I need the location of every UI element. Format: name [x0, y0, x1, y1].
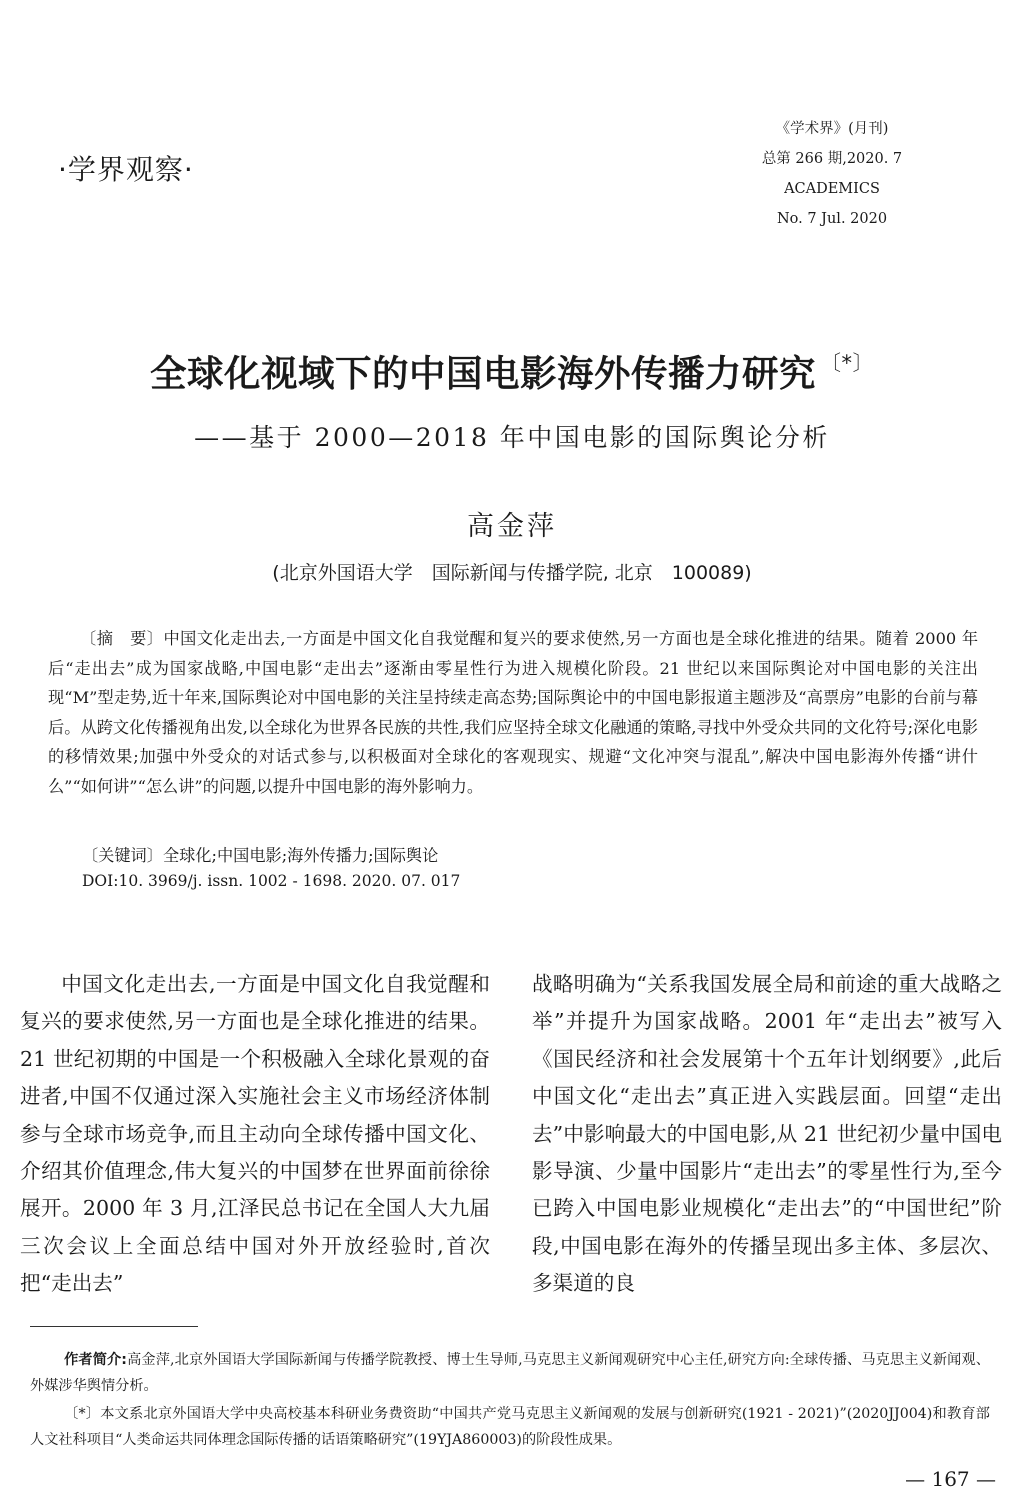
author-bio-text: 高金萍,北京外国语大学国际新闻与传播学院教授、博士生导师,马克思主义新闻观研究中心主任,研究方向:全球传播、马克思主义新闻观、外媒涉华舆情分析。 [30, 1352, 990, 1394]
body-column-left: 中国文化走出去,一方面是中国文化自我觉醒和复兴的要求使然,另一方面也是全球化推进的结果。21 世纪初期的中国是一个积极融入全球化景观的奋进者,中国不仅通过深入实施社会主义市场经济体制参与全球市场竞争,而且主动向全球传播中国文化、介绍其价值理念,伟大复兴的中国梦在世界面前徐徐展开。2000 年 3 月,江泽民总书记在全国人大九届三次会议上全面总结中国对外开放经验时,首次把“走出去” [20, 972, 490, 1296]
doi: DOI:10. 3969/j. issn. 1002 - 1698. 2020. 07. 017 [82, 872, 461, 890]
body-column-right: 战略明确为“关系我国发展全局和前途的重大战略之举”并提升为国家战略。2001 年“走出去”被写入《国民经济和社会发展第十个五年计划纲要》,此后中国文化“走出去”真正进入实践层面。回望“走出去”中影响最大的中国电影,从 21 世纪初少量中国电影导演、少量中国影片“走出去”的零星性行为,至今已跨入中国电影业规模化“走出去”的“中国世纪”阶段,中国电影在海外的传播呈现出多主体、多层次、多渠道的良 [532, 972, 1002, 1296]
funding-note [30, 1401, 990, 1453]
author-name: 高金萍 [467, 511, 557, 542]
keywords-label: 〔关键词〕 [82, 846, 163, 865]
keywords-text: 全球化;中国电影;海外传播力;国际舆论 [162, 846, 439, 865]
page-number: — 167 — [905, 1467, 996, 1491]
journal-english-name: ACADEMICS [784, 181, 880, 197]
author-bio-note [30, 1347, 990, 1399]
funding-label: 〔*〕 [64, 1406, 101, 1422]
abstract [48, 624, 978, 801]
journal-issue: 总第 266 期,2020. 7 [761, 151, 903, 167]
footnotes [30, 1347, 990, 1453]
title-footnote-mark: 〔*〕 [820, 351, 874, 375]
keywords [82, 842, 438, 866]
section-tag: ·学界观察· [58, 153, 194, 186]
author-bio-label: 作者简介: [64, 1352, 127, 1368]
journal-info [712, 114, 952, 234]
footnote-divider [30, 1326, 198, 1327]
journal-date: No. 7 Jul. 2020 [776, 211, 888, 227]
article-title [0, 345, 1024, 397]
article-subtitle: ——基于 2000—2018 年中国电影的国际舆论分析 [194, 423, 830, 452]
funding-text: 本文系北京外国语大学中央高校基本科研业务费资助“中国共产党马克思主义新闻观的发展与创新研究(1921 - 2021)”(2020JJ004)和教育部人文社科项目“人类命运共同体理念国际传播的话语策略研究”(19YJA860003)的阶段性成果。 [30, 1406, 990, 1448]
abstract-text: 中国文化走出去,一方面是中国文化自我觉醒和复兴的要求使然,另一方面也是全球化推进的结果。随着 2000 年后“走出去”成为国家战略,中国电影“走出去”逐渐由零星性行为进入规模化阶段。21 世纪以来国际舆论对中国电影的关注出现“M”型走势,近十年来,国际舆论对中国电影的关注呈持续走高态势;国际舆论中的中国电影报道主题涉及“高票房”电影的台前与幕后。从跨文化传播视角出发,以全球化为世界各民族的共性,我们应坚持全球文化融通的策略,寻找中外受众共同的文化符号;深化电影的移情效果;加强中外受众的对话式参与,以积极面对全球化的客观现实、规避“文化冲突与混乱”,解决中国电影海外传播“讲什么”“如何讲”“怎么讲”的问题,以提升中国电影的海外影响力。 [48, 629, 979, 796]
journal-name: 《学术界》(月刊) [775, 121, 889, 137]
title-text: 全球化视域下的中国电影海外传播力研究 [150, 352, 816, 395]
author-affiliation: (北京外国语大学 国际新闻与传播学院, 北京 100089) [272, 562, 752, 584]
abstract-label: 〔摘 要〕 [80, 629, 164, 648]
